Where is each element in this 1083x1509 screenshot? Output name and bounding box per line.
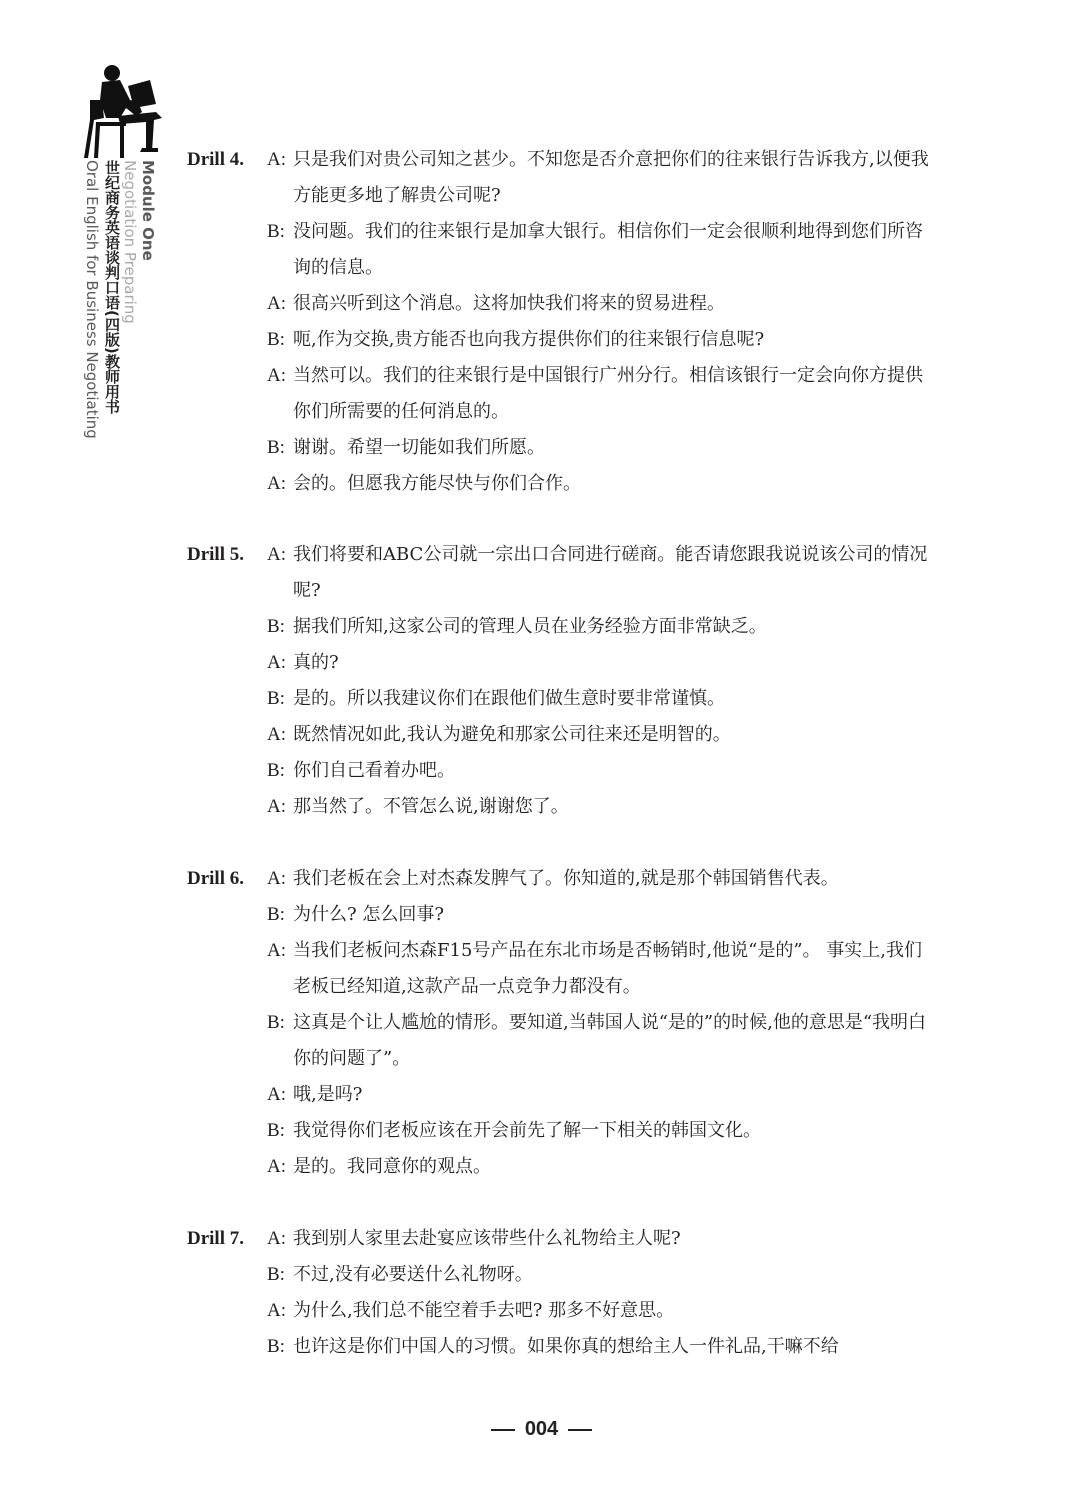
page-footer bbox=[0, 1418, 1083, 1441]
dialogue-line bbox=[187, 861, 957, 897]
dialogue-text: 哦,是吗? bbox=[293, 1084, 363, 1105]
dialogue-line bbox=[187, 1113, 957, 1149]
speaker-label: B: bbox=[267, 437, 285, 458]
book-title-cn: 世纪商务英语谈判口语(四版)教师用书 bbox=[103, 160, 121, 414]
dialogue-text: 据我们所知,这家公司的管理人员在业务经验方面非常缺乏。 bbox=[293, 616, 767, 637]
dialogue-text: 很高兴听到这个消息。这将加快我们将来的贸易进程。 bbox=[293, 293, 725, 314]
dialogue-line bbox=[187, 1293, 957, 1329]
dialogue-line bbox=[187, 609, 957, 645]
dialogue-text: 是的。我同意你的观点。 bbox=[293, 1156, 491, 1177]
dialogue-text: 会的。但愿我方能尽快与你们合作。 bbox=[293, 473, 581, 494]
speaker-label: A: bbox=[267, 1300, 286, 1321]
footer-dash-left bbox=[491, 1429, 515, 1431]
dialogue-text: 当然可以。我们的往来银行是中国银行广州分行。相信该银行一定会向你方提供你们所需要的任何消息的。 bbox=[293, 365, 923, 422]
speaker-label: A: bbox=[267, 1228, 286, 1249]
speaker-label: B: bbox=[267, 329, 285, 350]
side-running-head bbox=[78, 160, 166, 439]
dialogue-line bbox=[187, 1077, 957, 1113]
dialogue-text: 我到别人家里去赴宴应该带些什么礼物给主人呢? bbox=[293, 1228, 681, 1249]
speaker-label: B: bbox=[267, 688, 285, 709]
speaker-label: A: bbox=[267, 293, 286, 314]
speaker-label: A: bbox=[267, 1084, 286, 1105]
dialogue-text: 我们老板在会上对杰森发脾气了。你知道的,就是那个韩国销售代表。 bbox=[293, 868, 839, 889]
drill-label: Drill 7. bbox=[187, 1228, 244, 1249]
dialogue-text: 没问题。我们的往来银行是加拿大银行。相信你们一定会很顺利地得到您们所咨询的信息。 bbox=[293, 221, 923, 278]
speaker-label: B: bbox=[267, 616, 285, 637]
speaker-label: A: bbox=[267, 724, 286, 745]
dialogue-text: 我觉得你们老板应该在开会前先了解一下相关的韩国文化。 bbox=[293, 1120, 761, 1141]
section-title: Negotiation Preparing bbox=[121, 160, 139, 324]
reader-silhouette-logo bbox=[76, 60, 176, 158]
drill-block bbox=[187, 537, 957, 825]
dialogue-line bbox=[187, 789, 957, 825]
dialogue-text: 那当然了。不管怎么说,谢谢您了。 bbox=[293, 796, 569, 817]
speaker-label: B: bbox=[267, 760, 285, 781]
speaker-label: A: bbox=[267, 652, 286, 673]
dialogue-text: 为什么,我们总不能空着手去吧? 那多不好意思。 bbox=[293, 1300, 675, 1321]
dialogue-line bbox=[187, 322, 957, 358]
dialogue-text: 也许这是你们中国人的习惯。如果你真的想给主人一件礼品,干嘛不给 bbox=[293, 1336, 839, 1357]
speaker-label: B: bbox=[267, 1264, 285, 1285]
speaker-label: A: bbox=[267, 940, 286, 961]
speaker-label: A: bbox=[267, 868, 286, 889]
drill-block bbox=[187, 142, 957, 502]
book-title-en: Oral English for Business Negotiating bbox=[83, 160, 101, 439]
speaker-label: A: bbox=[267, 473, 286, 494]
dialogue-text: 呃,作为交换,贵方能否也向我方提供你们的往来银行信息呢? bbox=[293, 329, 765, 350]
drill-label: Drill 6. bbox=[187, 868, 244, 889]
dialogue-line bbox=[187, 1149, 957, 1185]
dialogue-line bbox=[187, 1221, 957, 1257]
dialogue-text: 既然情况如此,我认为避免和那家公司往来还是明智的。 bbox=[293, 724, 731, 745]
dialogue-text: 为什么? 怎么回事? bbox=[293, 904, 445, 925]
speaker-label: B: bbox=[267, 1120, 285, 1141]
speaker-label: A: bbox=[267, 544, 286, 565]
dialogue-line bbox=[187, 897, 957, 933]
module-title: Module One bbox=[139, 160, 157, 261]
dialogue-line bbox=[187, 933, 957, 1005]
footer-dash-right bbox=[568, 1429, 592, 1431]
page-number: 004 bbox=[524, 1418, 559, 1440]
dialogue-line bbox=[187, 1005, 957, 1077]
dialogue-line bbox=[187, 717, 957, 753]
dialogue-text: 是的。所以我建议你们在跟他们做生意时要非常谨慎。 bbox=[293, 688, 725, 709]
drill-label: Drill 5. bbox=[187, 544, 244, 565]
dialogue-line bbox=[187, 142, 957, 214]
speaker-label: B: bbox=[267, 1336, 285, 1357]
speaker-label: A: bbox=[267, 365, 286, 386]
dialogue-text: 不过,没有必要送什么礼物呀。 bbox=[293, 1264, 533, 1285]
dialogue-text: 我们将要和ABC公司就一宗出口合同进行磋商。能否请您跟我说说该公司的情况呢? bbox=[293, 544, 928, 601]
speaker-label: A: bbox=[267, 796, 286, 817]
dialogue-text: 真的? bbox=[293, 652, 339, 673]
dialogue-text: 谢谢。希望一切能如我们所愿。 bbox=[293, 437, 545, 458]
dialogue-text: 当我们老板问杰森F15号产品在东北市场是否畅销时,他说“是的”。 事实上,我们老板已经知道,这款产品一点竞争力都没有。 bbox=[293, 940, 922, 997]
speaker-label: A: bbox=[267, 1156, 286, 1177]
dialogue-line bbox=[187, 537, 957, 609]
drill-block bbox=[187, 861, 957, 1185]
dialogue-line bbox=[187, 753, 957, 789]
dialogue-line bbox=[187, 1257, 957, 1293]
speaker-label: B: bbox=[267, 904, 285, 925]
dialogue-line bbox=[187, 286, 957, 322]
dialogue-line bbox=[187, 358, 957, 430]
dialogue-line bbox=[187, 1329, 957, 1365]
drill-label: Drill 4. bbox=[187, 149, 244, 170]
dialogue-text: 你们自己看着办吧。 bbox=[293, 760, 455, 781]
dialogue-line bbox=[187, 214, 957, 286]
dialogue-line bbox=[187, 645, 957, 681]
dialogue-text: 这真是个让人尴尬的情形。要知道,当韩国人说“是的”的时候,他的意思是“我明白你的问题了”。 bbox=[293, 1012, 927, 1069]
dialogue-line bbox=[187, 430, 957, 466]
dialogue-line bbox=[187, 466, 957, 502]
speaker-label: B: bbox=[267, 1012, 285, 1033]
speaker-label: B: bbox=[267, 221, 285, 242]
dialogue-text: 只是我们对贵公司知之甚少。不知您是否介意把你们的往来银行告诉我方,以便我方能更多地了解贵公司呢? bbox=[293, 149, 929, 206]
dialogue-line bbox=[187, 681, 957, 717]
drill-block bbox=[187, 1221, 957, 1365]
speaker-label: A: bbox=[267, 149, 286, 170]
